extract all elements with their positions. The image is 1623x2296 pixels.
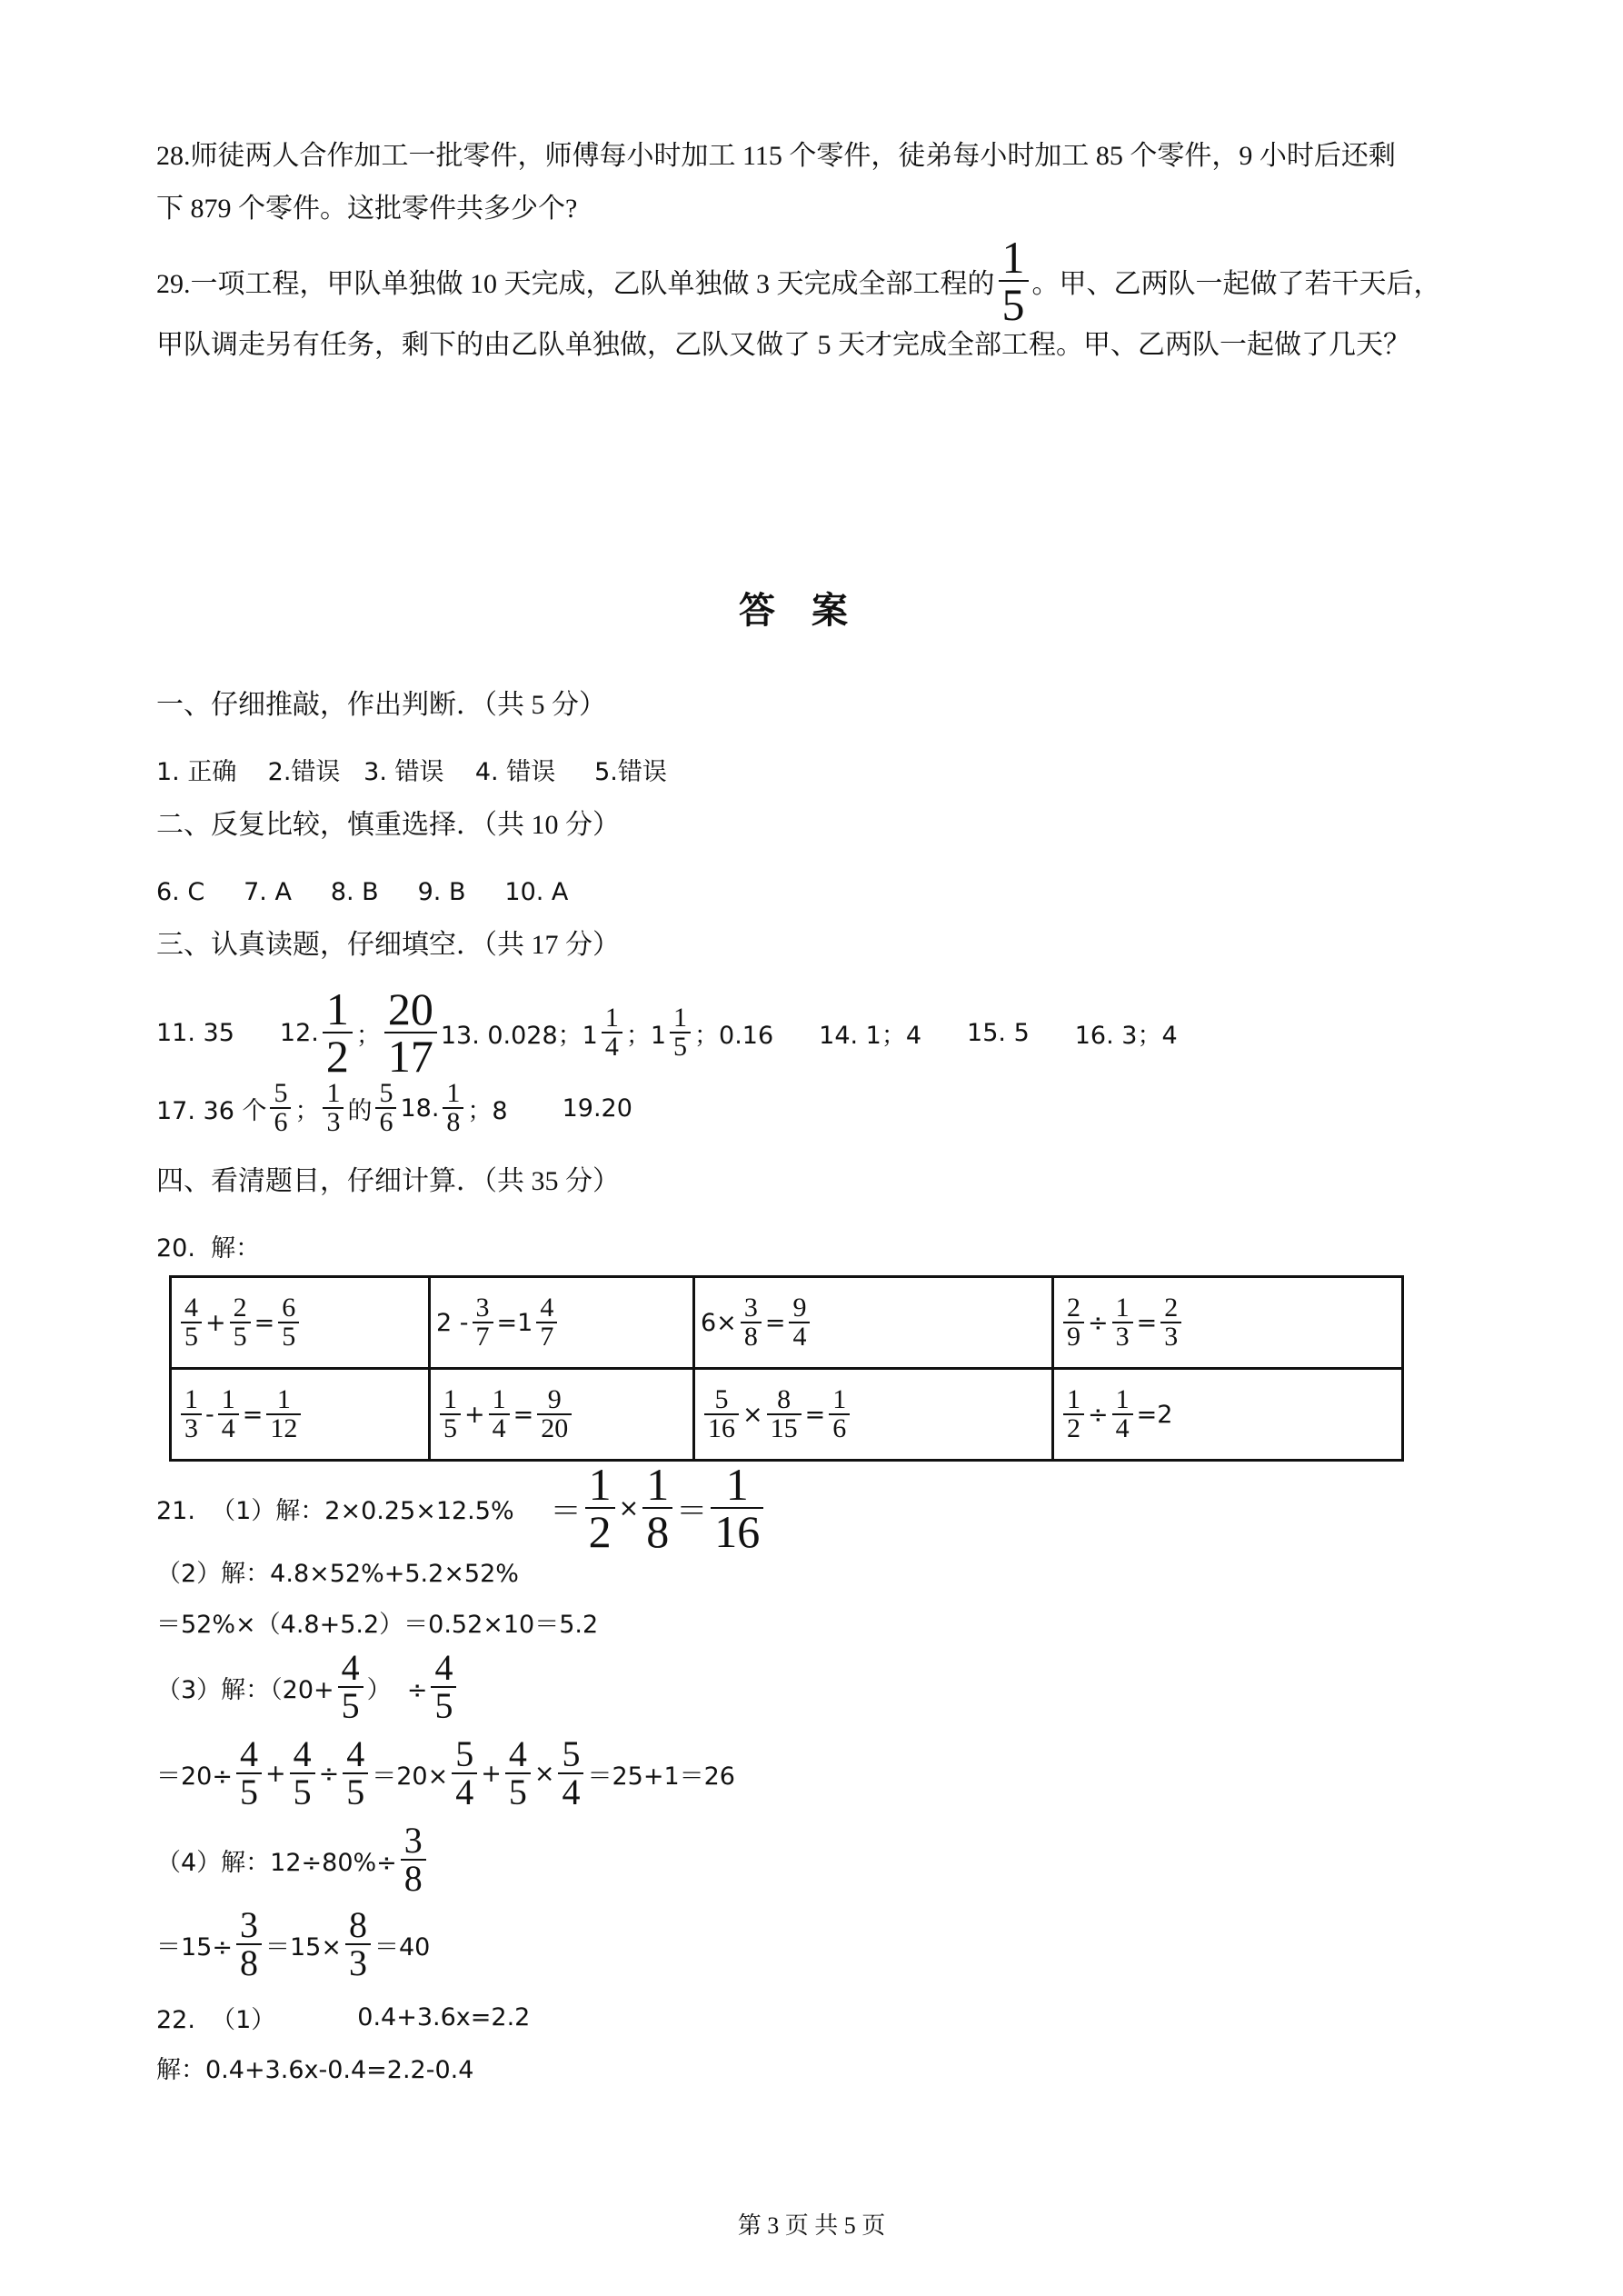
- section2-heading: 二、反复比较，慎重选择．（共 10 分）: [156, 810, 620, 840]
- q21-part2-line2: ＝52%×（4.8+5.2）＝0.52×10＝5.2: [156, 1611, 599, 1639]
- q29-text-b: 。甲、乙两队一起做了若干天后，: [1031, 269, 1441, 299]
- answer-13c: ；0.16: [694, 1021, 774, 1050]
- fraction-13b: $\frac{1}{5}$: [670, 1004, 691, 1061]
- separator: ；: [294, 1096, 320, 1125]
- q22-solution: 解：0.4+3.6x-0.4=2.2-0.4: [156, 2056, 474, 2084]
- fraction-13a: $\frac{1}{4}$: [602, 1004, 622, 1061]
- q21-part4: （4）解：12÷80%÷ $\frac{3}{8}$: [156, 1822, 430, 1897]
- q28-line1: 28.师徒两人合作加工一批零件，师傅每小时加工 115 个零件，徒弟每小时加工 85 个零件，9 小时后还剩: [156, 141, 1396, 171]
- numerator: 1: [1001, 232, 1025, 283]
- q29-fraction: [999, 232, 1029, 330]
- fraction-17c: $\frac{5}{6}$: [375, 1080, 396, 1136]
- calc-cell-7: $\frac{5}{16}$ × $\frac{8}{15}$ = $\frac{1}{6}$: [694, 1369, 1053, 1461]
- q29-text-a: 29.一项工程，甲队单独做 10 天完成，乙队单独做 3 天完成全部工程的: [156, 269, 995, 299]
- q22-equation: 0.4+3.6x=2.2: [357, 2003, 531, 2031]
- q21-part3: （3）解：（20+ $\frac{4}{5}$ ） ÷ $\frac{4}{5}$: [156, 1650, 460, 1724]
- q21-p1-text: 21. （1）解：2×0.25×12.5%: [156, 1496, 514, 1525]
- calculation-table: [169, 1275, 1404, 1462]
- fraction-12a: $\frac{1}{2}$: [323, 986, 353, 1079]
- answer-18: 18.: [400, 1093, 440, 1123]
- fraction-18: $\frac{1}{8}$: [443, 1080, 463, 1136]
- answer-13: 13. 0.028；1: [440, 1021, 598, 1050]
- q21-part3-line2: ＝20÷ $\frac{4}{5}$ + $\frac{4}{5}$ ÷ $\frac{4}{5}$ ＝20× $\frac{5}{4}$ + $\frac{4}{5}$ × $\frac{5}{4}$ ＝25+1＝26: [156, 1733, 735, 1812]
- calc-cell-3: 6× $\frac{3}{8}$ = $\frac{9}{4}$: [694, 1277, 1053, 1369]
- separator: ；: [355, 1021, 381, 1050]
- fraction-17b: $\frac{1}{3}$: [323, 1080, 344, 1136]
- calc-cell-8: $\frac{1}{2}$ ÷ $\frac{1}{4}$ =2: [1053, 1369, 1403, 1461]
- calc-cell-6: $\frac{1}{5}$ + $\frac{1}{4}$ = $\frac{9}{20}$: [430, 1369, 694, 1461]
- answer-11: 11. 35: [156, 1018, 234, 1047]
- calc-cell-1: $\frac{4}{5}$ + $\frac{2}{5}$ = $\frac{6}{5}$: [171, 1277, 430, 1369]
- q21-part4-line2: ＝15÷ $\frac{3}{8}$ ＝15× $\frac{8}{3}$ ＝40: [156, 1904, 431, 1983]
- answer-19: 19.20: [562, 1093, 632, 1123]
- calc-cell-4: $\frac{2}{9}$ ÷ $\frac{1}{3}$ = $\frac{2}{3}$: [1053, 1277, 1403, 1369]
- q28-line2: 下 879 个零件。这批零件共多少个?: [156, 194, 578, 224]
- section4-heading: 四、看清题目，仔细计算．（共 35 分）: [156, 1166, 620, 1196]
- section2-answers: 6. C 7. A 8. B 9. B 10. A: [156, 878, 569, 906]
- section3-answers-row2: [156, 1080, 632, 1136]
- answer-12-label: 12.: [279, 1018, 319, 1047]
- q29-line1: [156, 232, 1441, 330]
- answer-14: 14. 1；4: [819, 1021, 922, 1050]
- answer-title: 答案: [739, 590, 884, 632]
- q29-line2: 甲队调走另有任务，剩下的由乙队单独做，乙队又做了 5 天才完成全部工程。甲、乙两队一起做了几天？: [156, 330, 1410, 360]
- section3-answers-row1: [156, 983, 1178, 1082]
- section1-answers: 1. 正确 2.错误 3. 错误 4. 错误 5.错误: [156, 758, 667, 786]
- answer-17: 17. 36 个: [156, 1096, 267, 1125]
- section1-heading: 一、仔细推敲，作出判断．（共 5 分）: [156, 690, 606, 720]
- answer-16: 16. 3；4: [1074, 1021, 1178, 1050]
- fraction-17a: $\frac{5}{6}$: [270, 1080, 291, 1136]
- fraction-12b: $\frac{20}{17}$: [384, 986, 437, 1079]
- denominator: 5: [999, 280, 1029, 327]
- question-20-label: 20. 解：: [156, 1234, 261, 1263]
- q21-part1: 21. （1）解：2×0.25×12.5% ＝ $\frac{1}{2}$ × $\frac{1}{8}$ ＝ $\frac{1}{16}$: [156, 1462, 767, 1554]
- answer-13b: ；1: [625, 1021, 667, 1050]
- answer-18b: ；8: [467, 1096, 508, 1125]
- calc-cell-5: $\frac{1}{3}$ - $\frac{1}{4}$ = $\frac{1}{12}$: [171, 1369, 430, 1461]
- page-footer: 第 3 页 共 5 页: [737, 2212, 886, 2239]
- q21-part2: （2）解：4.8×52%+5.2×52%: [156, 1560, 519, 1588]
- calc-cell-2: 2 - $\frac{3}{7}$ =1 $\frac{4}{7}$: [430, 1277, 694, 1369]
- section3-heading: 三、认真读题，仔细填空．（共 17 分）: [156, 930, 620, 960]
- answer-15: 15. 5: [967, 1018, 1030, 1047]
- q22-part1: 22. （1） 0.4+3.6x=2.2: [156, 2003, 531, 2034]
- answer-17-de: 的: [347, 1096, 373, 1125]
